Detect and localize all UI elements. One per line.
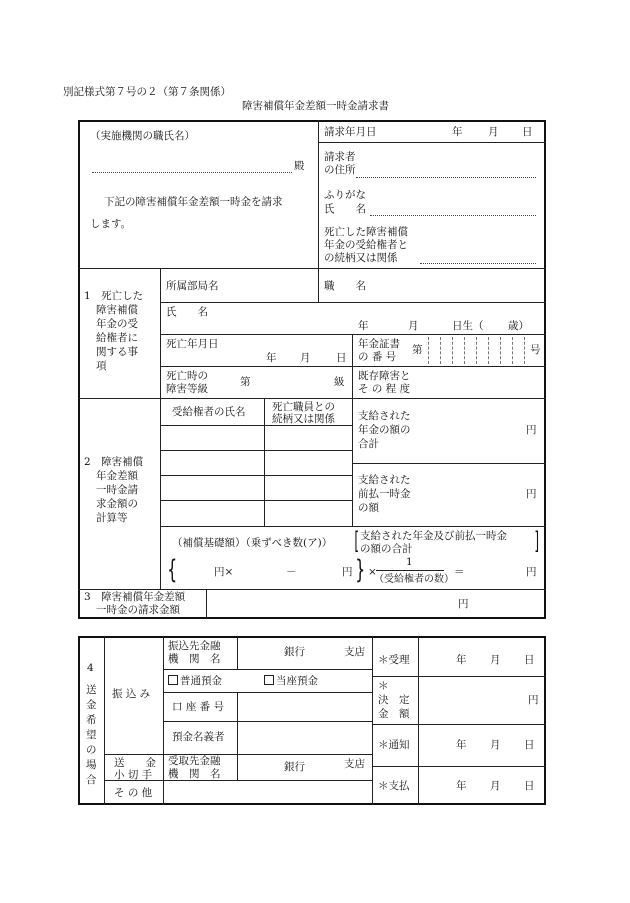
claimant-name-field[interactable] [370,215,536,216]
agency-label: （実施機関の職氏名） [90,130,195,142]
request-text-1: 下記の障害補償年金差額一時金を請求 [104,196,283,208]
current-deposit-checkbox[interactable]: 当座預金 [264,675,318,688]
claim-form-page: 別記様式第７号の２（第７条関係） 障害補償年金差額一時金請求書 （実施機関の職氏名） 殿 下記の障害補償年金差額一時金を請求 します。 請求年月日 年 月 日 請求者 の住所 ふりがな 氏 名 死亡した障害補償 年金の受給権者と の続柄又は関係 1 死亡した 障害補償 年金の受 給権者に 関する事 項 所属部局名 職 名 氏 名 年 月 日生（ 歳） 死亡年月日 年 月 日 年金証書 の 番 号 第 号 死亡時の 障害等級 第 級 既存障害と そ の 程 度 2 障害補償 年金差額 一時金請 求金額の 計算等 受給権者の氏名 死亡職員との 続柄又は関係 支給された 年金の額の 合計 円 支給された 前払一時金 の額 円 （補償基礎額）（乗ずべき数(ア)） [ 支給された年金及び前払一時金 の額の合計 ] { 円× － 円 } × 1 （受給権者の数） ＝ 円 3 障害補償年金差額 一時金の請求金額 円 4 送 金 希 望 の 場 合 振 込 み 振込先金融 機 関 名 銀行 支店 普通預金 当座預金 口 座 番 号 預金名義者 送 金 小 切 手 受取先金融 機 関 名 銀行 支店 そ の 他 ＊受理 年 月 日 ＊ 決 定 金 額 円 ＊通知 年 月 日 ＊支払 年 月 日 [0,0,630,903]
claimant-address-field[interactable] [356,177,536,178]
form-number: 別記様式第７号の２（第７条関係） [63,86,231,98]
divider-section2 [78,589,546,590]
divider-top-section [78,268,546,269]
form-title: 障害補償年金差額一時金請求書 [242,100,389,112]
label-column-divider [160,268,161,589]
request-date-label: 請求年月日 [324,126,377,138]
dept-label: 所属部局名 [166,280,219,292]
formula-base-label: （補償基礎額）（乗ずべき数(ア)） [172,537,333,549]
deceased-name-label: 氏 名 [166,306,208,318]
relation-field[interactable] [420,263,536,264]
ordinary-deposit-checkbox[interactable]: 普通預金 [168,675,222,688]
request-text-2: します。 [90,218,132,230]
divider-section1 [78,398,546,399]
position-label: 職 名 [324,280,366,292]
dono-text: 殿 [294,160,305,172]
agency-name-field[interactable] [92,172,292,173]
